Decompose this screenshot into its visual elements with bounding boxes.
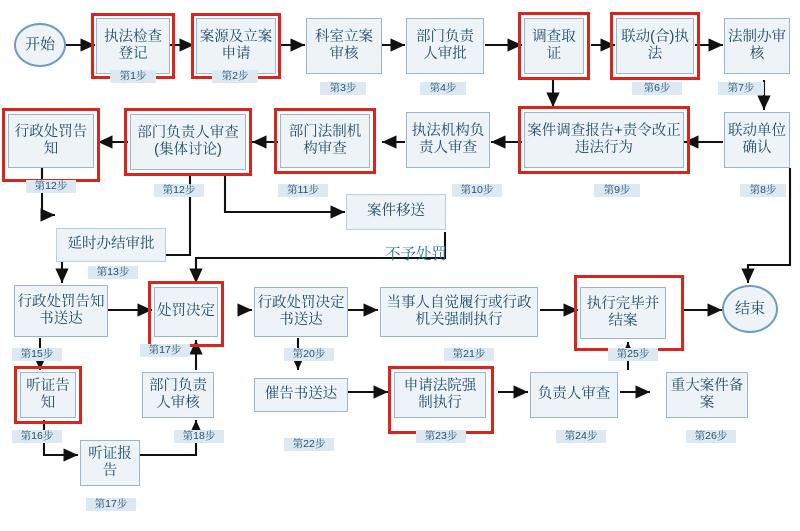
node-step-7[interactable] xyxy=(724,18,790,74)
step-badge-25: 第25步 xyxy=(608,348,658,361)
node-label: 部门法制机构审查 xyxy=(288,123,362,157)
step-badge-11: 第11步 xyxy=(278,184,328,197)
node-label: 科室立案审核 xyxy=(315,28,373,62)
node-step-20[interactable] xyxy=(254,287,348,337)
node-step-12[interactable] xyxy=(130,114,246,170)
step-badge-20: 第20步 xyxy=(284,348,334,361)
step-badge-8: 第8步 xyxy=(740,184,786,197)
node-label: 行政处罚告知 xyxy=(14,123,88,157)
node-step-17-decision[interactable] xyxy=(154,287,218,337)
label-no-punishment: 不予处罚 xyxy=(385,246,448,263)
node-step-17-report[interactable] xyxy=(80,440,140,486)
node-step-4[interactable] xyxy=(406,18,484,74)
node-step-5[interactable] xyxy=(524,18,584,74)
node-step-25[interactable] xyxy=(580,287,666,339)
step-badge-7: 第7步 xyxy=(718,82,764,95)
node-label: 案源及立案申请 xyxy=(199,28,273,62)
node-label: 听证报告 xyxy=(88,445,132,479)
node-label: 部门负责人审核 xyxy=(149,377,207,411)
node-step-8[interactable] xyxy=(724,112,790,168)
step-badge-13: 第13步 xyxy=(88,266,138,279)
node-label: 联动(合)执法 xyxy=(621,28,689,62)
step-badge-2: 第2步 xyxy=(212,70,258,83)
node-label: 开始 xyxy=(24,36,55,54)
node-step-18[interactable] xyxy=(142,372,214,418)
node-label: 部门负责人审查(集体讨论) xyxy=(137,124,239,158)
node-step-10[interactable] xyxy=(406,112,490,168)
step-badge-9: 第9步 xyxy=(594,184,640,197)
step-badge-22: 第22步 xyxy=(284,438,334,451)
step-badge-15: 第15步 xyxy=(12,348,62,361)
node-step-16[interactable] xyxy=(20,372,76,418)
step-badge-6: 第6步 xyxy=(632,82,682,95)
node-label: 执法检查登记 xyxy=(104,28,162,62)
step-badge-26: 第26步 xyxy=(686,430,736,443)
node-label: 案件移送 xyxy=(367,203,425,220)
node-step-2[interactable] xyxy=(196,18,276,74)
node-step-22[interactable] xyxy=(254,378,348,412)
node-label: 重大案件备案 xyxy=(670,377,744,411)
node-label: 行政处罚决定书送达 xyxy=(257,294,345,328)
node-step-9[interactable] xyxy=(524,112,684,168)
step-badge-10: 第10步 xyxy=(452,184,502,197)
node-step-15[interactable] xyxy=(14,285,108,337)
step-badge-12b: 第12步 xyxy=(26,180,76,193)
step-badge-1: 第1步 xyxy=(110,70,156,83)
node-label: 执法机构负责人审查 xyxy=(411,122,485,156)
node-end xyxy=(722,285,778,333)
step-badge-24: 第24步 xyxy=(556,430,606,443)
node-label: 部门负责人审批 xyxy=(416,28,474,62)
step-badge-21: 第21步 xyxy=(444,348,494,361)
node-label: 结束 xyxy=(734,300,765,318)
node-label: 联动单位确认 xyxy=(728,122,786,156)
step-badge-12: 第12步 xyxy=(154,184,204,197)
node-case-transfer[interactable] xyxy=(346,194,446,230)
node-step-1[interactable] xyxy=(96,18,170,74)
step-badge-18: 第18步 xyxy=(174,430,224,443)
node-step-24[interactable] xyxy=(530,372,618,418)
step-badge-4: 第4步 xyxy=(420,82,466,95)
node-label: 行政处罚告知书送达 xyxy=(17,293,105,327)
node-label: 当事人自觉履行或行政机关强制执行 xyxy=(386,294,532,328)
node-label: 申请法院强制执行 xyxy=(403,377,477,411)
step-badge-23: 第23步 xyxy=(416,430,466,443)
node-label: 处罚决定 xyxy=(157,303,215,320)
step-badge-3: 第3步 xyxy=(320,82,366,95)
node-start xyxy=(14,23,66,67)
node-step-3[interactable] xyxy=(306,18,382,74)
node-step-11[interactable] xyxy=(280,114,370,168)
node-step-6[interactable] xyxy=(616,18,694,74)
node-step-21[interactable] xyxy=(380,287,538,337)
step-badge-17-decision: 第17步 xyxy=(140,344,190,357)
node-label: 负责人审查 xyxy=(537,386,611,403)
node-step-23[interactable] xyxy=(394,372,486,418)
step-badge-16: 第16步 xyxy=(12,430,62,443)
node-label: 催告书送达 xyxy=(264,386,338,403)
node-label: 案件调查报告+责令改正违法行为 xyxy=(527,122,681,156)
node-label: 听证告知 xyxy=(26,377,70,411)
node-label: 法制办审核 xyxy=(728,28,786,62)
node-step-26[interactable] xyxy=(666,372,748,418)
node-step-13[interactable] xyxy=(56,228,166,262)
node-label: 执行完毕并结案 xyxy=(586,295,660,329)
step-badge-17-report: 第17步 xyxy=(86,498,136,511)
node-label: 调查取证 xyxy=(532,28,576,62)
node-notice-punishment[interactable] xyxy=(8,114,94,168)
node-label: 延时办结审批 xyxy=(67,236,155,253)
